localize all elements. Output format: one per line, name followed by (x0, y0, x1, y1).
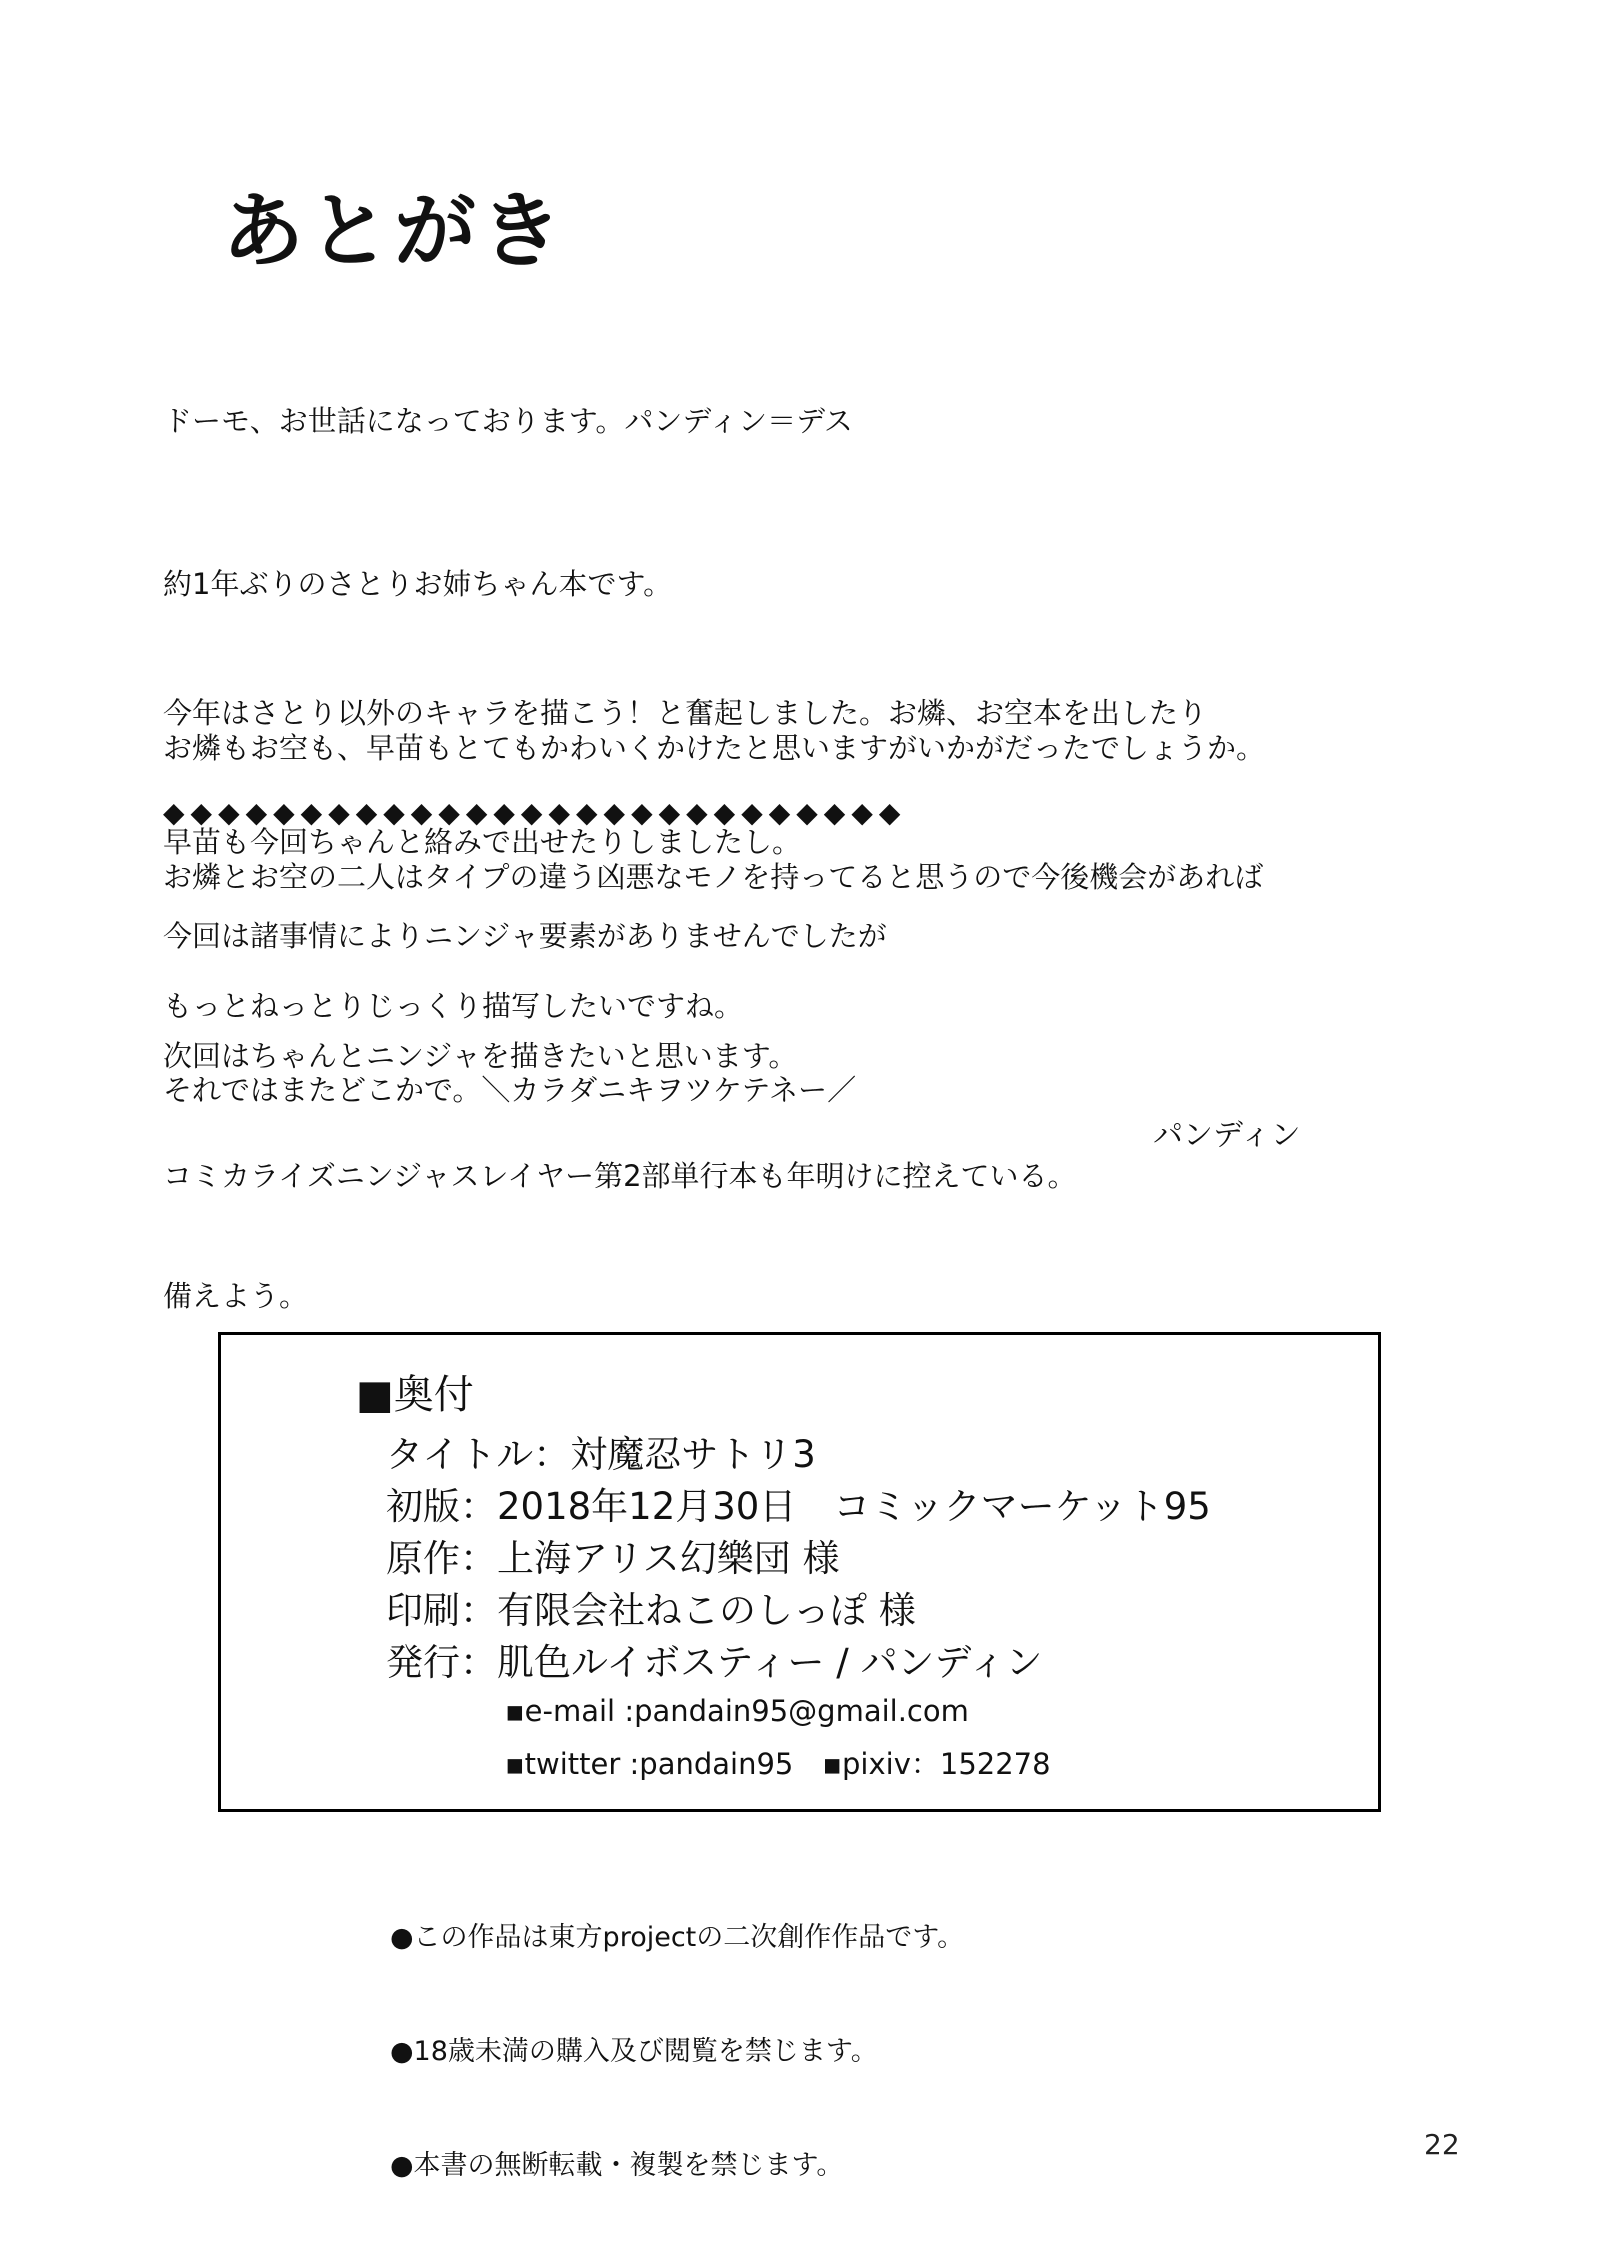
afterword-paragraph-4 (163, 836, 1077, 1396)
notice-line: ●本書の無断転載・複製を禁じます。 (390, 2150, 844, 2181)
colophon-header: ■奥付 (356, 1372, 474, 1418)
text-line: お燐とお空の二人はタイプの違う凶悪なモノを持ってると思うので今後機会があれば (163, 860, 1264, 894)
text-line: お燐もお空も、早苗もとてもかわいくかけたと思いますがいかがだったでしょうか。 (163, 731, 1266, 765)
colophon-sns-line: ▪twitter :pandain95 ▪pixiv：152278 (505, 1747, 1051, 1781)
page-title: あとがき (222, 183, 567, 279)
text-line: 今回は諸事情によりニンジャ要素がありませんでしたが (163, 919, 887, 953)
text-line: 次回はちゃんとニンジャを描きたいと思います。 (163, 1039, 798, 1073)
colophon-original-work-line: 原作：上海アリス幻樂団 様 (386, 1537, 840, 1580)
notice-line: ●この作品は東方projectの二次創作作品です。 (390, 1922, 965, 1953)
colophon-printer-line: 印刷：有限会社ねこのしっぽ 様 (386, 1589, 916, 1632)
text-line: コミカライズニンジャスレイヤー第2部単行本も年明けに控えている。 (163, 1159, 1077, 1193)
text-line: 約1年ぶりのさとりお姉ちゃん本です。 (163, 567, 673, 601)
text-line: もっとねっとりじっくり描写したいですね。 (163, 989, 744, 1023)
text-line: 早苗も今回ちゃんと絡みで出せたりしましたし。 (163, 825, 802, 859)
afterword-greeting: ドーモ、お世話になっております。パンディン＝デス (163, 404, 853, 438)
text-line: 今年はさとり以外のキャラを描こう！と奮起しました。お燐、お空本を出したり (163, 696, 1208, 730)
diamond-separator: ◆◆◆◆◆◆◆◆◆◆◆◆◆◆◆◆◆◆◆◆◆◆◆◆◆◆◆ (163, 796, 907, 829)
colophon-publisher-line: 発行：肌色ルイボスティー / パンディン (386, 1641, 1043, 1684)
notice-line: ●18歳未満の購入及び閲覧を禁じます。 (390, 2036, 878, 2067)
colophon-first-edition-line: 初版：2018年12月30日 コミックマーケット95 (386, 1485, 1211, 1528)
colophon-email-line: ▪e-mail :pandain95@gmail.com (505, 1694, 969, 1728)
page-number: 22 (1424, 2128, 1460, 2161)
author-signature: パンディン (1153, 1118, 1301, 1153)
legal-notices (390, 1843, 964, 2259)
afterword-farewell: それではまたどこかで。＼カラダニキヲツケテネー／ (163, 1073, 857, 1107)
colophon-title-line: タイトル：対魔忍サトリ3 (386, 1433, 816, 1476)
text-line: 備えよう。 (163, 1279, 309, 1313)
